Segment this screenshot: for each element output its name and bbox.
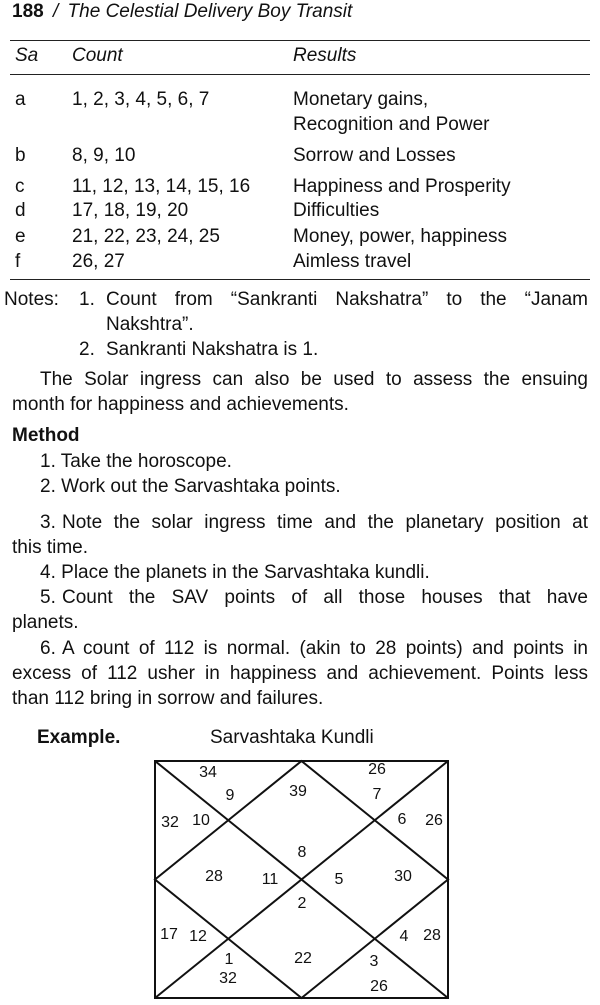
method-step: 2. Work out the Sarvashtaka points. [40, 476, 341, 497]
note-text: Sankranti Nakshatra is 1. [106, 339, 319, 360]
method-step: excess of 112 usher in happiness and achievement. Points less [12, 663, 588, 684]
kundli-label: 34 [199, 764, 217, 781]
example-label: Example. [37, 727, 121, 748]
kundli-label: 28 [205, 868, 223, 885]
cell-result: Monetary gains, [293, 89, 429, 110]
col-header-count: Count [72, 45, 123, 66]
method-step: Count the SAV points of all those houses that have [62, 587, 588, 608]
header-separator: / [52, 1, 59, 22]
cell-count: 26, 27 [72, 251, 125, 272]
note-number: 2. [79, 339, 95, 360]
kundli-label: 17 [160, 926, 178, 943]
kundli-label: 22 [294, 950, 312, 967]
kundli-label: 30 [394, 868, 412, 885]
cell-result: Happiness and Prosperity [293, 176, 511, 197]
kundli-label: 1 [224, 951, 234, 968]
method-step-number: 3. [40, 512, 56, 533]
kundli-label: 5 [334, 871, 344, 888]
col-header-sa: Sa [15, 45, 39, 66]
kundli-label: 32 [219, 970, 237, 987]
kundli-label: 6 [397, 811, 407, 828]
method-step: than 112 bring in sorrow and failures. [12, 688, 324, 709]
method-step: planets. [12, 612, 79, 633]
method-step-number: 5. [40, 587, 56, 608]
cell-result: Sorrow and Losses [293, 145, 456, 166]
page-number: 188 [12, 1, 44, 22]
kundli-label: 2 [297, 895, 307, 912]
cell-sa: b [15, 145, 26, 166]
method-step: Note the solar ingress time and the planetary position at [62, 512, 588, 533]
body-paragraph: month for happiness and achievements. [12, 394, 349, 415]
kundli-label: 7 [372, 786, 382, 803]
cell-count: 11, 12, 13, 14, 15, 16 [72, 176, 251, 197]
method-step: 1. Take the horoscope. [40, 451, 232, 472]
kundli-label: 32 [161, 814, 179, 831]
chart-title: Sarvashtaka Kundli [210, 727, 374, 748]
cell-sa: a [15, 89, 26, 110]
note-text: Count from “Sankranti Nakshatra” to the “Janam [106, 289, 588, 310]
kundli-label: 26 [368, 761, 386, 778]
cell-sa: d [15, 200, 26, 221]
cell-sa: f [15, 251, 21, 272]
kundli-label: 9 [225, 787, 235, 804]
kundli-label: 4 [399, 928, 409, 945]
kundli-label: 28 [423, 927, 441, 944]
cell-sa: c [15, 176, 25, 197]
kundli-label: 10 [192, 812, 210, 829]
col-header-results: Results [293, 45, 357, 66]
cell-result: Recognition and Power [293, 114, 490, 135]
method-step: 4. Place the planets in the Sarvashtaka kundli. [40, 562, 430, 583]
cell-count: 17, 18, 19, 20 [72, 200, 189, 221]
kundli-label: 3 [369, 953, 379, 970]
kundli-label: 11 [261, 871, 279, 888]
kundli-label: 26 [425, 812, 443, 829]
cell-count: 21, 22, 23, 24, 25 [72, 226, 220, 247]
note-text: Nakshtra”. [106, 314, 194, 335]
book-title: The Celestial Delivery Boy Transit [67, 1, 353, 22]
notes-label: Notes: [4, 289, 59, 310]
cell-result: Difficulties [293, 200, 380, 221]
body-paragraph: The Solar ingress can also be used to assess the ensuing [40, 369, 588, 390]
cell-result: Money, power, happiness [293, 226, 508, 247]
method-step: A count of 112 is normal. (akin to 28 points) and points in [62, 638, 588, 659]
cell-count: 8, 9, 10 [72, 145, 136, 166]
cell-result: Aimless travel [293, 251, 412, 272]
kundli-label: 39 [289, 783, 307, 800]
cell-count: 1, 2, 3, 4, 5, 6, 7 [72, 89, 210, 110]
kundli-label: 8 [297, 844, 307, 861]
method-heading: Method [12, 425, 80, 446]
method-step-number: 6. [40, 638, 56, 659]
cell-sa: e [15, 226, 26, 247]
kundli-label: 12 [189, 928, 207, 945]
method-step: this time. [12, 537, 89, 558]
kundli-label: 26 [370, 978, 388, 995]
note-number: 1. [79, 289, 95, 310]
